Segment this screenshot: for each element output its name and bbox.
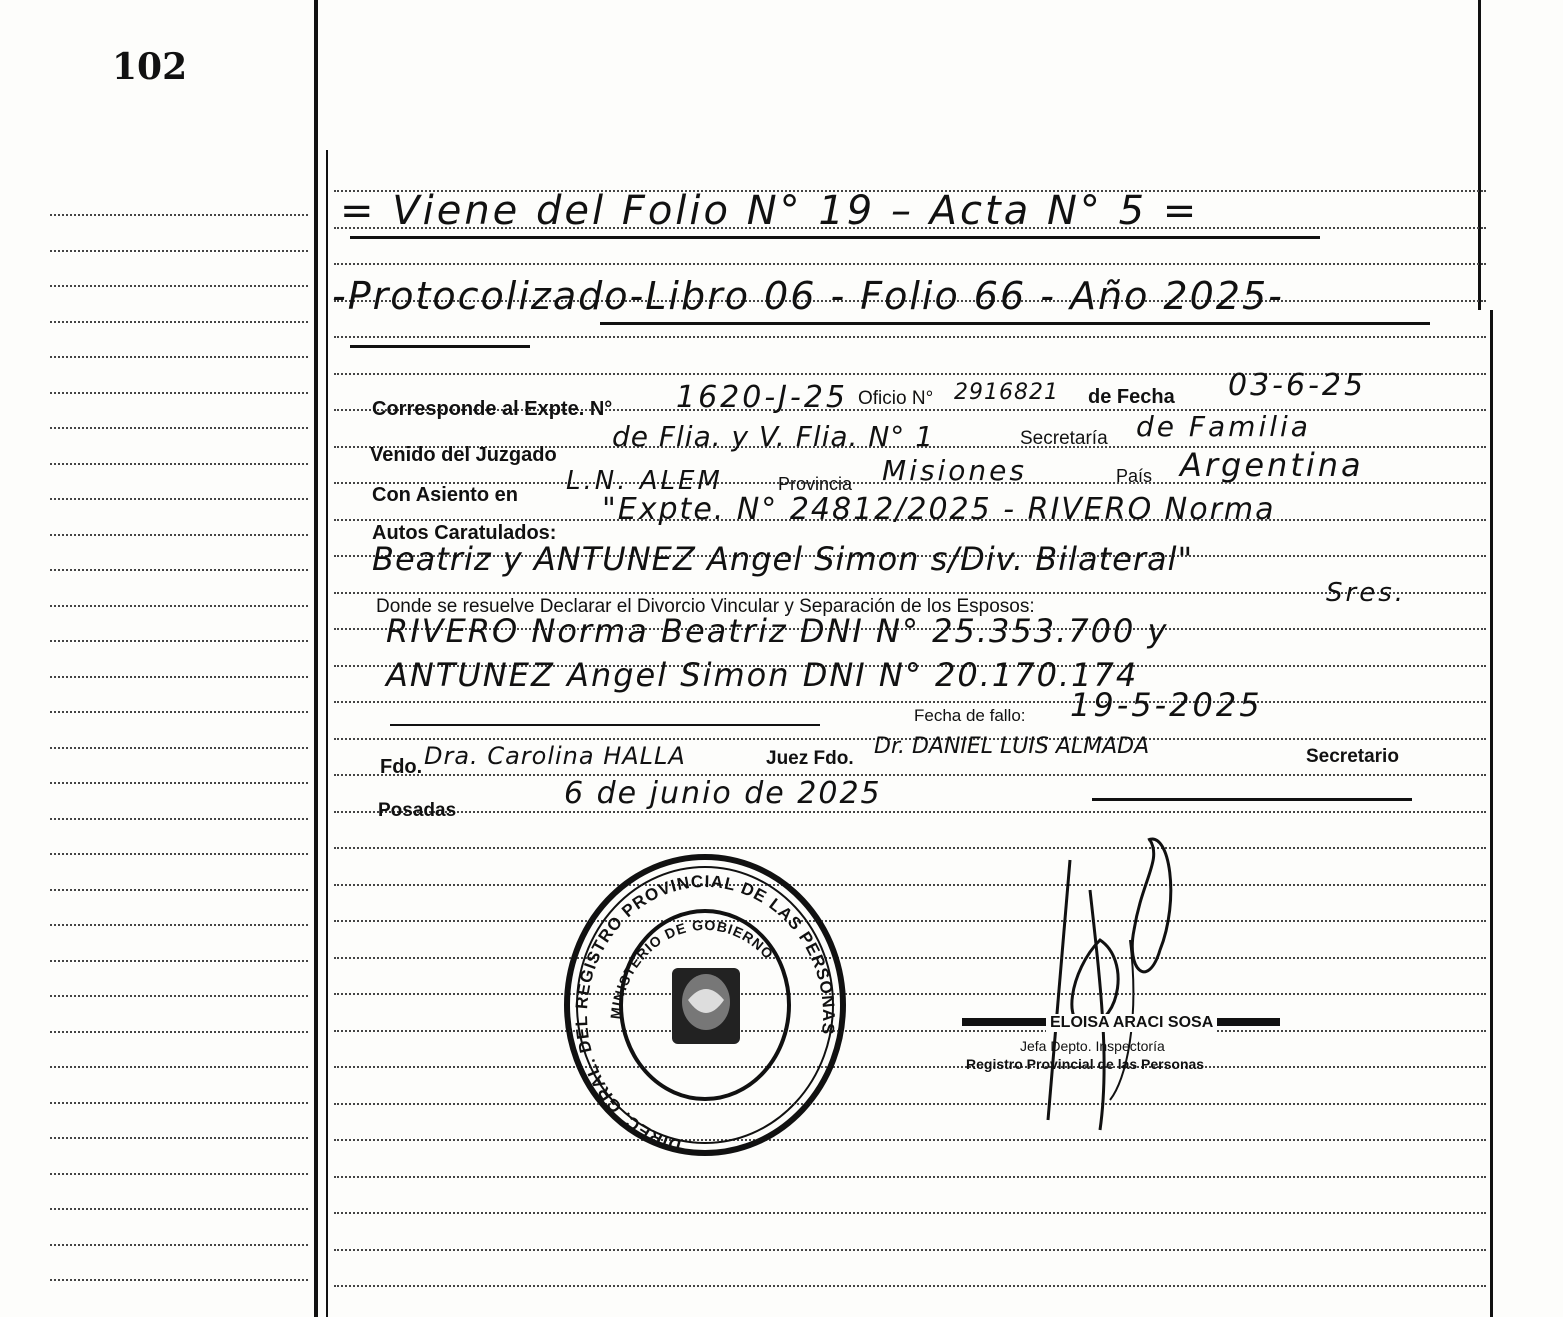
- margin-ruled-line: [50, 1031, 308, 1033]
- autos-label: Autos Caratulados:: [372, 522, 557, 544]
- margin-ruled-line: [50, 1279, 308, 1281]
- seal-outer-text: DIREC. GRAL. DEL REGISTRO PROVINCIAL DE LAS PERSONAS: [571, 871, 839, 1156]
- margin-ruled-line: [50, 747, 308, 749]
- header-underline-2b: [600, 322, 1430, 325]
- autos-line-1: "Expte. N° 24812/2025 - RIVERO Norma: [602, 492, 1276, 527]
- posadas-fecha: 6 de junio de 2025: [564, 776, 882, 811]
- oficio-label: Oficio N°: [858, 388, 934, 409]
- header-line-2: -Protocolizado-Libro 06 - Folio 66 - Año 2025-: [332, 274, 1284, 318]
- margin-ruled-line: [50, 711, 308, 713]
- juez-name: Dra. Carolina HALLA: [424, 742, 686, 770]
- expte-value: 1620-J-25: [676, 380, 849, 415]
- signature-block: [962, 1010, 1282, 1080]
- signer-name: ELOISA ARACI SOSA: [1046, 1014, 1217, 1032]
- autos-line-2: Beatriz y ANTUNEZ Angel Simon s/Div. Bilateral": [372, 540, 1194, 578]
- margin-ruled-line: [50, 356, 308, 358]
- posadas-label: Posadas: [378, 800, 457, 821]
- margin-ruled-line: [50, 498, 308, 500]
- body-ruled-line: [334, 920, 1486, 922]
- signature-scribble: [1030, 820, 1210, 1150]
- body-ruled-line: [334, 774, 1486, 776]
- body-ruled-line: [334, 336, 1486, 338]
- esposo-1: RIVERO Norma Beatriz DNI N° 25.353.700 y: [386, 612, 1169, 650]
- margin-ruled-line: [50, 214, 308, 216]
- body-ruled-line: [334, 1285, 1486, 1287]
- secretario-name: Dr. DANIEL LUIS ALMADA: [874, 734, 1150, 759]
- margin-ruled-line: [50, 392, 308, 394]
- body-ruled-line: [334, 1249, 1486, 1251]
- margin-ruled-line: [50, 995, 308, 997]
- body-ruled-line: [334, 811, 1486, 813]
- margin-ruled-line: [50, 1173, 308, 1175]
- asiento-label: Con Asiento en: [372, 484, 518, 506]
- margin-rule-left: [314, 0, 318, 1317]
- body-ruled-line: [334, 1030, 1486, 1032]
- posadas-underline: [1092, 798, 1412, 801]
- fecha-fallo-label: Fecha de fallo:: [914, 706, 1026, 725]
- body-ruled-line: [334, 1212, 1486, 1214]
- margin-ruled-line: [50, 569, 308, 571]
- margin-ruled-line: [50, 889, 308, 891]
- body-ruled-line: [334, 884, 1486, 886]
- body-ruled-line: [334, 1066, 1486, 1068]
- fecha-fallo-value: 19-5-2025: [1070, 686, 1263, 724]
- margin-ruled-line: [50, 676, 308, 678]
- signer-org: Registro Provincial de las Personas: [966, 1056, 1205, 1072]
- fecha-value: 03-6-25: [1228, 368, 1367, 403]
- pais-value: Argentina: [1180, 446, 1364, 484]
- margin-ruled-line: [50, 250, 308, 252]
- resuelve-label: Donde se resuelve Declarar el Divorcio Vincular y Separación de los Esposos:: [376, 596, 1035, 617]
- body-ruled-line: [334, 263, 1486, 265]
- header-underline-2: [350, 345, 530, 348]
- margin-ruled-line: [50, 1244, 308, 1246]
- margin-ruled-line: [50, 534, 308, 536]
- margin-ruled-line: [50, 818, 308, 820]
- pais-label: País: [1116, 466, 1153, 486]
- juzgado-value: de Flia. y V. Flia. N° 1: [612, 420, 935, 453]
- margin-ruled-line: [50, 1137, 308, 1139]
- margin-ruled-line: [50, 463, 308, 465]
- margin-ruled-line: [50, 960, 308, 962]
- secretario-label: Secretario: [1306, 746, 1399, 767]
- body-ruled-line: [334, 957, 1486, 959]
- margin-ruled-line: [50, 1066, 308, 1068]
- secretaria-value: de Familia: [1136, 410, 1311, 443]
- coat-of-arms-icon: [672, 968, 740, 1044]
- header-line-1: = Viene del Folio N° 19 – Acta N° 5 =: [340, 188, 1200, 234]
- margin-rule-right-lower: [1490, 310, 1493, 1317]
- body-ruled-line: [334, 847, 1486, 849]
- seal-inner-text: MINISTERIO DE GOBIERNO: [607, 916, 777, 1020]
- margin-ruled-line: [50, 285, 308, 287]
- juez-label: Juez Fdo.: [766, 748, 854, 769]
- body-ruled-line: [334, 993, 1486, 995]
- provincia-value: Misiones: [882, 454, 1027, 487]
- body-ruled-line: [334, 1103, 1486, 1105]
- fdo-label: Fdo.: [380, 756, 423, 778]
- margin-ruled-line: [50, 1208, 308, 1210]
- esposos-suffix: Sres.: [1326, 578, 1406, 608]
- body-ruled-line: [334, 1176, 1486, 1178]
- fallo-underline: [390, 724, 820, 726]
- margin-ruled-line: [50, 1102, 308, 1104]
- asiento-value: L.N. ALEM: [566, 466, 723, 496]
- margin-ruled-line: [50, 427, 308, 429]
- margin-ruled-line: [50, 924, 308, 926]
- margin-ruled-line: [50, 605, 308, 607]
- margin-ruled-line: [50, 782, 308, 784]
- body-ruled-line: [334, 701, 1486, 703]
- juzgado-label: Venido del Juzgado: [370, 444, 557, 466]
- page-number: 102: [112, 46, 188, 88]
- esposo-2: ANTUNEZ Angel Simon DNI N° 20.170.174: [386, 656, 1139, 694]
- signer-title: Jefa Depto. Inspectoría: [1020, 1038, 1165, 1054]
- margin-rule-left-inner: [326, 150, 328, 1317]
- header-underline-1: [350, 236, 1320, 239]
- official-seal: [560, 850, 850, 1160]
- expte-label: Corresponde al Expte. N°: [372, 398, 613, 420]
- secretaria-label: Secretaría: [1020, 428, 1108, 449]
- body-ruled-line: [334, 592, 1486, 594]
- body-ruled-line: [334, 1139, 1486, 1141]
- margin-ruled-line: [50, 321, 308, 323]
- fecha-label: de Fecha: [1088, 386, 1175, 408]
- provincia-label: Provincia: [778, 474, 853, 494]
- oficio-value: 2916821: [954, 380, 1059, 405]
- margin-ruled-line: [50, 853, 308, 855]
- margin-ruled-line: [50, 640, 308, 642]
